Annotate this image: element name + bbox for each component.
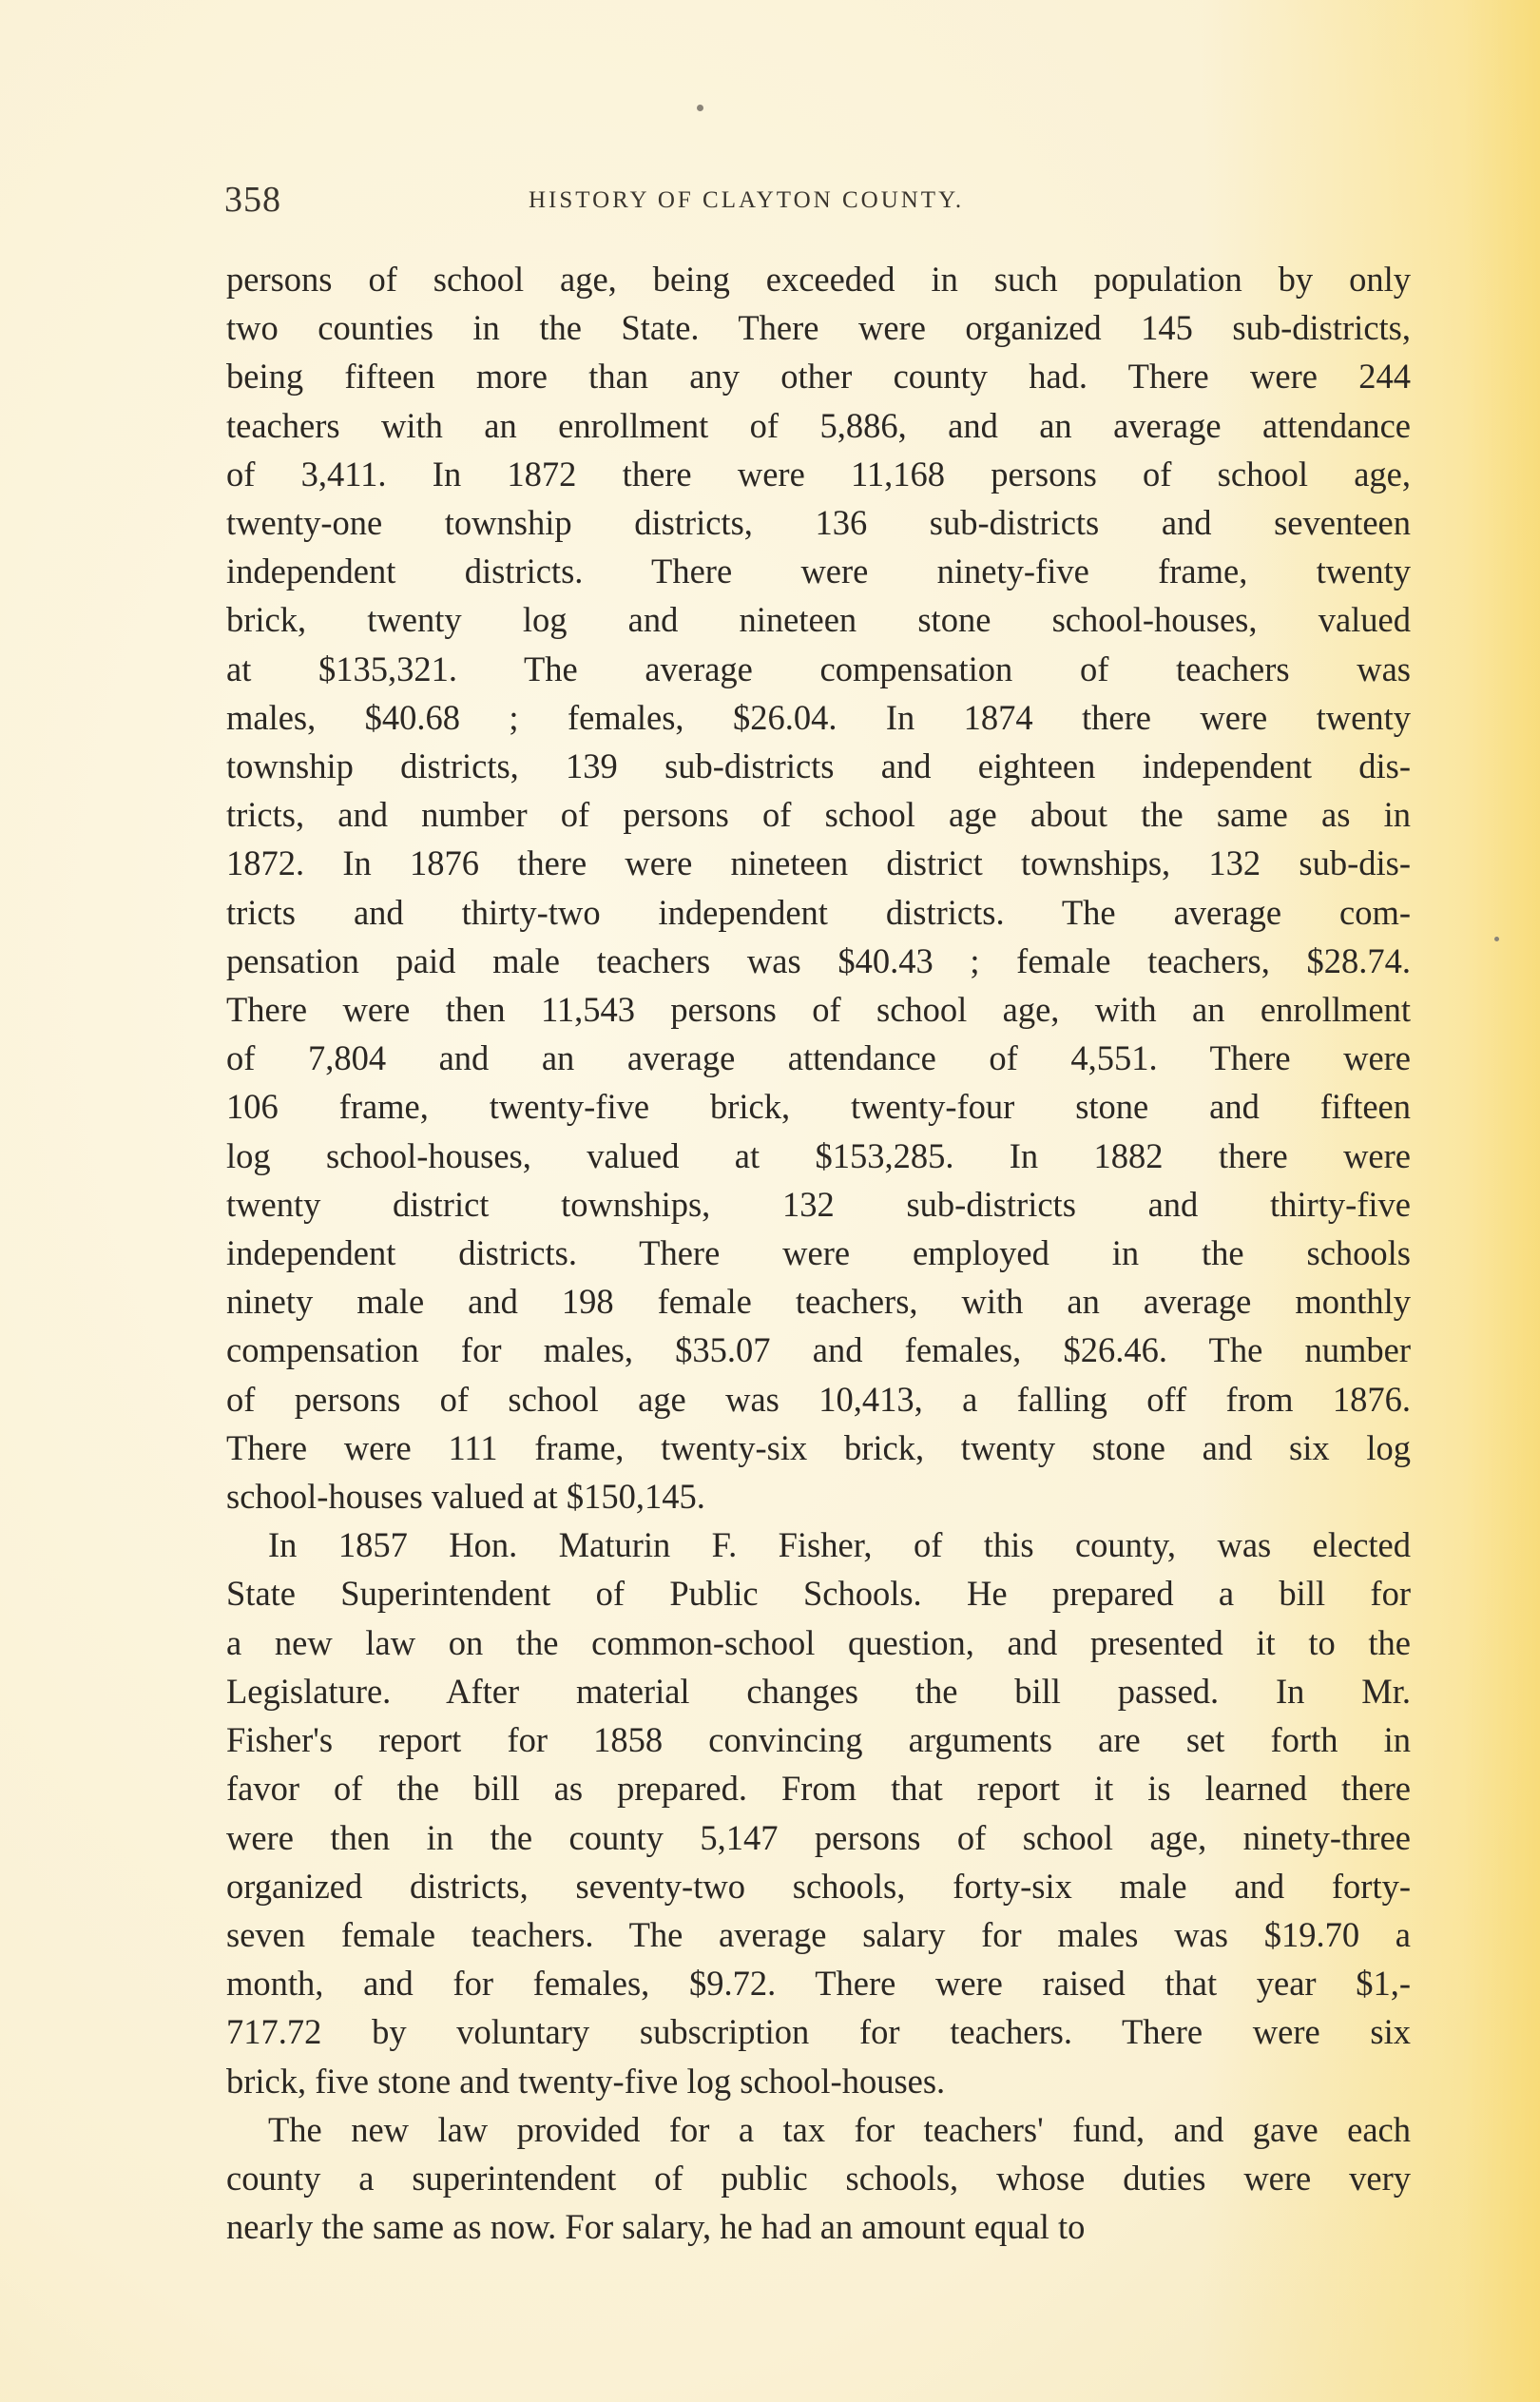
- text-line: township districts, 139 sub-districts and eighteen independent dis-: [226, 746, 1411, 786]
- text-line: compensation for males, $35.07 and females, $26.46. The number: [226, 1330, 1411, 1370]
- text-line: 106 frame, twenty-five brick, twenty-four stone and fifteen: [226, 1087, 1411, 1127]
- text-line: twenty district townships, 132 sub-districts and thirty-five: [226, 1184, 1411, 1224]
- text-line: ninety male and 198 female teachers, with an average monthly: [226, 1282, 1411, 1322]
- text-line: tricts and thirty-two independent districts. The average com-: [226, 892, 1411, 932]
- text-line: at $135,321. The average compensation of teachers was: [226, 649, 1411, 688]
- text-line: Fisher's report for 1858 convincing arguments are set forth in: [226, 1720, 1411, 1760]
- text-line: of 7,804 and an average attendance of 4,551. There were: [226, 1038, 1411, 1078]
- text-line: brick, twenty log and nineteen stone school-houses, valued: [226, 600, 1411, 640]
- text-line: independent districts. There were ninety-five frame, twenty: [226, 552, 1411, 591]
- text-line: persons of school age, being exceeded in such population by only: [226, 260, 1411, 299]
- ink-speck: [1494, 937, 1499, 941]
- text-line: two counties in the State. There were organized 145 sub-districts,: [226, 308, 1411, 348]
- text-line: month, and for females, $9.72. There were raised that year $1,-: [226, 1964, 1411, 2004]
- text-line: State Superintendent of Public Schools. He prepared a bill for: [226, 1574, 1411, 1614]
- text-line: males, $40.68 ; females, $26.04. In 1874 there were twenty: [226, 697, 1411, 737]
- text-line: school-houses valued at $150,145.: [226, 1477, 705, 1517]
- text-line: nearly the same as now. For salary, he had an amount equal to: [226, 2207, 1086, 2247]
- text-line: seven female teachers. The average salary for males was $19.70 a: [226, 1914, 1411, 1954]
- running-head: HISTORY OF CLAYTON COUNTY.: [529, 187, 965, 213]
- text-line: Legislature. After material changes the bill passed. In Mr.: [226, 1671, 1411, 1711]
- body-text: [226, 255, 1411, 2251]
- text-line: There were 111 frame, twenty-six brick, twenty stone and six log: [226, 1427, 1411, 1467]
- text-line: pensation paid male teachers was $40.43 ; female teachers, $28.74.: [226, 940, 1411, 980]
- page-number: 358: [224, 180, 281, 220]
- text-line: county a superintendent of public schools, whose duties were very: [226, 2158, 1411, 2198]
- text-line: independent districts. There were employed in the schools: [226, 1233, 1411, 1273]
- text-line: brick, five stone and twenty-five log school-houses.: [226, 2061, 946, 2101]
- text-line: twenty-one township districts, 136 sub-districts and seventeen: [226, 503, 1411, 543]
- text-line: log school-houses, valued at $153,285. In 1882 there were: [226, 1135, 1411, 1175]
- text-line: were then in the county 5,147 persons of school age, ninety-three: [226, 1817, 1411, 1857]
- text-line: The new law provided for a tax for teachers' fund, and gave each: [268, 2109, 1411, 2149]
- paragraph: [226, 255, 1411, 1521]
- paragraph: [226, 2105, 1411, 2252]
- text-line: organized districts, seventy-two schools, forty-six male and forty-: [226, 1866, 1411, 1906]
- text-line: 1872. In 1876 there were nineteen district townships, 132 sub-dis-: [226, 843, 1411, 883]
- text-line: of persons of school age was 10,413, a falling off from 1876.: [226, 1379, 1411, 1419]
- text-line: of 3,411. In 1872 there were 11,168 persons of school age,: [226, 454, 1411, 494]
- ink-speck: [697, 105, 703, 111]
- text-line: tricts, and number of persons of school age about the same as in: [226, 795, 1411, 835]
- paragraph: [226, 1521, 1411, 2104]
- text-line: teachers with an enrollment of 5,886, and an average attendance: [226, 405, 1411, 445]
- text-line: There were then 11,543 persons of school age, with an enrollment: [226, 990, 1411, 1030]
- text-line: a new law on the common-school question, and presented it to the: [226, 1622, 1411, 1662]
- text-line: favor of the bill as prepared. From that report it is learned there: [226, 1769, 1411, 1809]
- text-line: In 1857 Hon. Maturin F. Fisher, of this county, was elected: [268, 1525, 1411, 1565]
- text-line: 717.72 by voluntary subscription for teachers. There were six: [226, 2012, 1411, 2052]
- text-line: being fifteen more than any other county had. There were 244: [226, 357, 1411, 397]
- page-header: [224, 179, 1411, 228]
